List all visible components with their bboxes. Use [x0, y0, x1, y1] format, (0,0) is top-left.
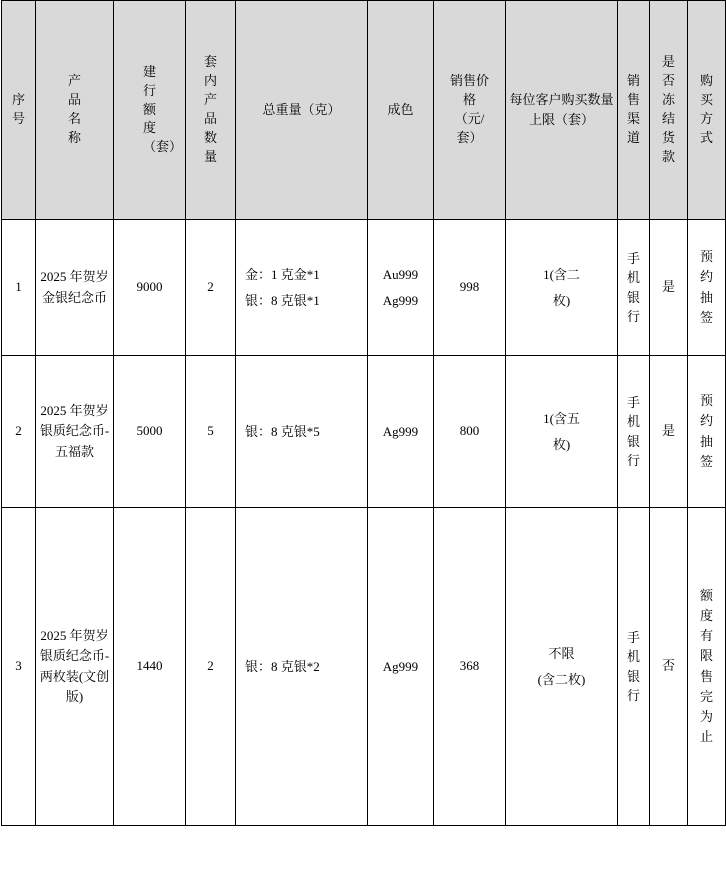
cell-seq: 2: [2, 356, 36, 508]
cell-channel: [618, 356, 650, 508]
column-header-frozen-label: 是否冻结货款: [662, 54, 676, 164]
cell-limit: [506, 356, 618, 508]
cell-method-label: 额度有限售完为止: [700, 587, 714, 744]
column-header-count: [186, 1, 236, 220]
cell-fineness-line: Ag999: [382, 658, 419, 674]
table-header-row: [2, 1, 726, 220]
column-header-fineness: [368, 1, 434, 220]
cell-count: 2: [186, 508, 236, 826]
column-header-channel-label: 销售渠道: [627, 73, 641, 145]
cell-count: 2: [186, 220, 236, 356]
cell-price: 368: [434, 508, 506, 826]
cell-weight: [236, 356, 368, 508]
table-row: [2, 220, 726, 356]
column-header-frozen: [650, 1, 688, 220]
cell-fineness: [368, 356, 434, 508]
cell-limit-line: 不限: [548, 645, 575, 661]
cell-price: 800: [434, 356, 506, 508]
cell-channel-label: 手机银行: [627, 394, 641, 468]
cell-frozen: 是: [650, 356, 688, 508]
column-header-weight: [236, 1, 368, 220]
cell-method: [688, 356, 726, 508]
cell-quota: 1440: [114, 508, 186, 826]
table-row: [2, 508, 726, 826]
cell-limit-line: 1(含五: [543, 410, 580, 426]
cell-quota: 5000: [114, 356, 186, 508]
cell-channel-label: 手机银行: [627, 629, 641, 703]
product-table: [1, 0, 726, 826]
cell-frozen: 是: [650, 220, 688, 356]
cell-limit: [506, 220, 618, 356]
table-header: [2, 1, 726, 220]
column-header-channel: [618, 1, 650, 220]
column-header-seq-label: 序号: [12, 92, 26, 126]
column-header-product-name-label: 产品名称: [68, 73, 82, 145]
cell-weight: [236, 220, 368, 356]
cell-channel-label: 手机银行: [627, 250, 641, 324]
cell-weight: [236, 508, 368, 826]
cell-weight-line: 银：8 克银*2: [245, 658, 320, 674]
cell-channel: [618, 220, 650, 356]
column-header-fineness-label: 成色: [387, 101, 414, 117]
cell-fineness-line: Ag999: [382, 423, 419, 439]
column-header-limit-label: 每位客户购买数量上限（套）: [509, 91, 614, 127]
cell-fineness-line: Au999: [382, 266, 419, 282]
cell-limit-line: 枚): [552, 292, 571, 308]
cell-product-name: 2025 年贺岁银质纪念币-两枚装(文创版): [36, 508, 114, 826]
cell-fineness: [368, 508, 434, 826]
column-header-price: [434, 1, 506, 220]
cell-price: 998: [434, 220, 506, 356]
column-header-seq: [2, 1, 36, 220]
cell-limit-line: 1(含二: [543, 266, 580, 282]
cell-method-label: 预约抽签: [700, 393, 714, 469]
cell-limit: [506, 508, 618, 826]
cell-weight-line: 银：8 克银*1: [245, 292, 320, 308]
table-row: [2, 356, 726, 508]
cell-frozen: 否: [650, 508, 688, 826]
cell-fineness: [368, 220, 434, 356]
column-header-weight-label: 总重量（克）: [262, 101, 341, 117]
cell-weight-line: 银：8 克银*5: [245, 423, 320, 439]
column-header-price-label: 销售价格（元/套）: [449, 73, 489, 145]
column-header-limit: [506, 1, 618, 220]
cell-method: [688, 220, 726, 356]
cell-channel: [618, 508, 650, 826]
cell-weight-line: 金：1 克金*1: [245, 266, 320, 282]
cell-limit-line: 枚): [552, 436, 571, 452]
cell-count: 5: [186, 356, 236, 508]
column-header-quota-label: 建行额度（套）: [143, 63, 183, 155]
cell-seq: 3: [2, 508, 36, 826]
column-header-count-label: 套内产品数量: [204, 54, 218, 164]
column-header-product-name: [36, 1, 114, 220]
cell-product-name: 2025 年贺岁金银纪念币: [36, 220, 114, 356]
column-header-method: [688, 1, 726, 220]
column-header-quota: [114, 1, 186, 220]
cell-method: [688, 508, 726, 826]
cell-quota: 9000: [114, 220, 186, 356]
cell-fineness-line: Ag999: [382, 292, 419, 308]
cell-method-label: 预约抽签: [700, 249, 714, 325]
table-body: [2, 220, 726, 826]
cell-seq: 1: [2, 220, 36, 356]
cell-limit-line: (含二枚): [537, 671, 586, 687]
column-header-method-label: 购买方式: [700, 73, 714, 145]
cell-product-name: 2025 年贺岁银质纪念币-五福款: [36, 356, 114, 508]
